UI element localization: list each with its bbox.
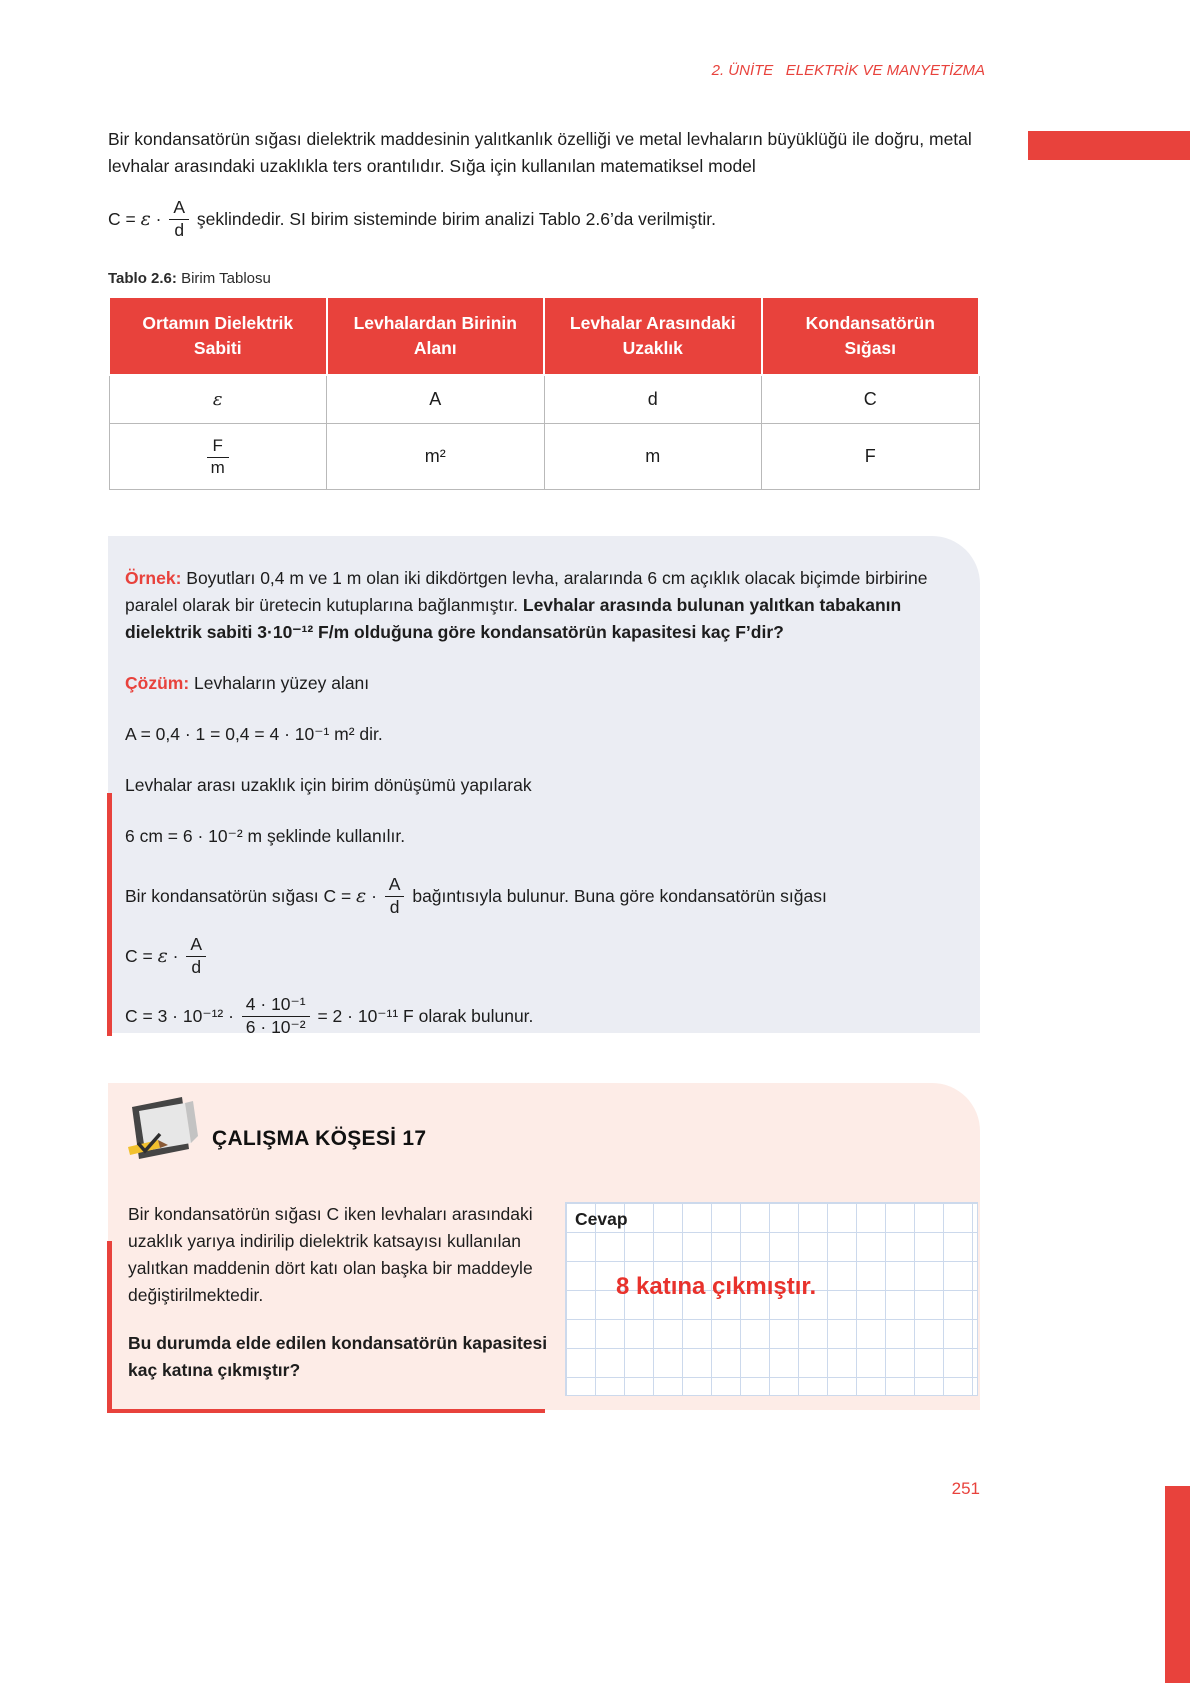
epsilon-symbol: ε <box>157 944 168 967</box>
worksheet-accent-left <box>107 1241 112 1413</box>
formula-dot: · <box>150 208 167 229</box>
fraction-numerator: 4 · 10⁻¹ <box>242 995 310 1016</box>
relation-line <box>125 874 940 918</box>
fraction-a-over-d <box>385 875 405 917</box>
answer-label: Cevap <box>575 1209 628 1229</box>
table-cell: ε <box>109 375 327 423</box>
table-cell: m² <box>327 423 545 489</box>
solution-intro-text: Levhaların yüzey alanı <box>194 673 370 693</box>
solution-intro <box>125 670 940 697</box>
fraction-numerator: F <box>207 437 229 458</box>
result-line <box>125 994 940 1038</box>
area-calculation: A = 0,4 · 1 = 0,4 = 4 · 10⁻¹ m² dir. <box>125 724 383 744</box>
worksheet-text: Bir kondansatörün sığası C iken levhaları arasındaki uzaklık yarıya indirilip dielektrik katsayısı kullanılan yalıtkan maddenin dört katı olan başka bir maddeyle değiştirilmektedir. <box>128 1204 533 1305</box>
solution-label: Çözüm: <box>125 673 190 693</box>
table-caption-text: Birim Tablosu <box>176 270 271 287</box>
fraction-numerator: A <box>169 198 189 219</box>
epsilon-symbol: ε <box>356 884 367 907</box>
worksheet-question: Bu durumda elde edilen kondansatörün kapasitesi kaç katına çıkmıştır? <box>128 1333 548 1380</box>
table-row <box>109 375 979 423</box>
result-suffix: = 2 · 10⁻¹¹ F olarak bulunur. <box>312 1005 534 1026</box>
fraction-denominator: d <box>389 896 400 917</box>
capacitance-formula-line <box>108 196 980 242</box>
fraction-a-over-d <box>186 935 206 977</box>
epsilon-symbol: ε <box>140 208 151 230</box>
result-fraction <box>242 995 310 1037</box>
fraction-denominator: d <box>174 219 185 240</box>
page-edge-bar <box>1165 1486 1190 1683</box>
formula-prefix: C = <box>108 208 141 229</box>
fraction-numerator: A <box>385 875 405 896</box>
table-header-cell: Kondansatörün Sığası <box>762 297 980 375</box>
fraction-denominator: m <box>210 457 225 477</box>
relation-dot: · <box>366 885 382 906</box>
table-caption <box>108 270 980 287</box>
example-text: Boyutları 0,4 m ve 1 m olan iki dikdörtgen levha, aralarında 6 cm açıklık olacak biçimde birbirine paralel olarak bir üretecin kutuplarına bağlanmıştır. <box>125 568 928 615</box>
formula-restated-line <box>125 934 940 978</box>
table-cell <box>109 423 327 489</box>
table-caption-label: Tablo 2.6: <box>108 270 177 287</box>
example-accent-bar <box>107 793 112 1036</box>
chapter-header: 2. ÜNİTE ELEKTRİK VE MANYETİZMA <box>711 62 985 79</box>
result-prefix: C = 3 · 10⁻¹² · <box>125 1005 239 1026</box>
table-header-cell: Levhalardan Birinin Alanı <box>327 297 545 375</box>
chapter-edge-tab <box>1028 131 1190 160</box>
page-number: 251 <box>951 1479 980 1498</box>
example-statement <box>125 565 940 646</box>
table-cell: F <box>762 423 980 489</box>
relation-prefix: Bir kondansatörün sığası C = <box>125 885 357 906</box>
table-header-cell: Levhalar Arasındaki Uzaklık <box>544 297 762 375</box>
table-cell: m <box>544 423 762 489</box>
answer-text: 8 katına çıkmıştır. <box>616 1273 817 1300</box>
formula-suffix: şeklindedir. SI birim sisteminde birim analizi Tablo 2.6’da verilmiştir. <box>192 208 716 229</box>
table-header-cell: Ortamın Dielektrik Sabiti <box>109 297 327 375</box>
table-cell: C <box>762 375 980 423</box>
distance-conversion: 6 cm = 6 · 10⁻² m şeklinde kullanılır. <box>125 826 406 846</box>
table-cell: A <box>327 375 545 423</box>
table-header-row <box>109 297 979 375</box>
relation-suffix: bağıntısıyla bulunur. Buna göre kondansatörün sığası <box>407 885 827 906</box>
distance-intro: Levhalar arası uzaklık için birim dönüşümü yapılarak <box>125 775 532 795</box>
fraction-a-over-d <box>169 198 189 240</box>
intro-paragraph: Bir kondansatörün sığası dielektrik maddesinin yalıtkanlık özelliği ve metal levhaların büyüklüğü ile doğru, metal levhalar arasındaki uzaklıkla ters orantılıdır. Sığa için kullanılan matematiksel model <box>108 129 972 176</box>
worksheet-box <box>108 1083 980 1410</box>
fraction-denominator: d <box>191 956 202 977</box>
example-content <box>108 536 980 1038</box>
formula-dot: · <box>167 945 184 966</box>
main-content <box>108 126 980 490</box>
example-question-bold: Levhalar arasında bulunan yalıtkan tabakanın dielektrik sabiti 3·10⁻¹² F/m olduğuna göre kondansatörün kapasitesi kaç F’dir? <box>125 595 902 642</box>
fraction-f-over-m <box>207 437 229 477</box>
worksheet-body <box>128 1201 554 1384</box>
table-row <box>109 423 979 489</box>
worksheet-icon <box>122 1091 210 1175</box>
fraction-numerator: A <box>186 935 206 956</box>
worksheet-accent-bottom <box>107 1409 545 1413</box>
table-cell: d <box>544 375 762 423</box>
worksheet-title: ÇALIŞMA KÖŞESİ 17 <box>212 1127 427 1150</box>
fraction-denominator: 6 · 10⁻² <box>245 1016 306 1037</box>
answer-grid-area <box>565 1202 978 1396</box>
unit-table <box>108 296 980 490</box>
example-box <box>108 536 980 1037</box>
formula-prefix: C = <box>125 945 158 966</box>
example-label: Örnek: <box>125 568 182 588</box>
